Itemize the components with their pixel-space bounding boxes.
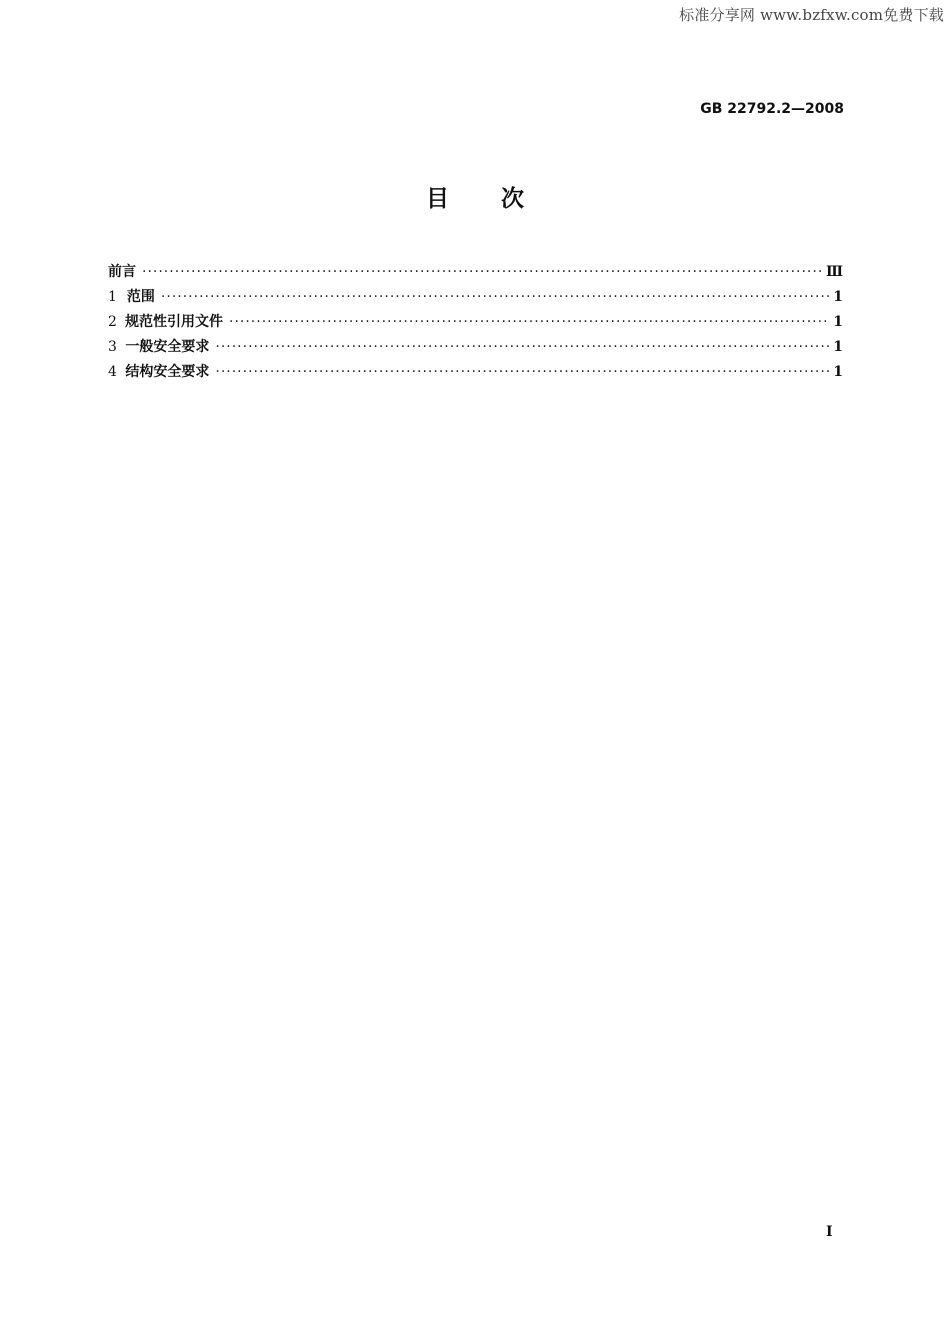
toc-entry-number: 4 xyxy=(108,364,117,380)
toc-entry-page: 1 xyxy=(833,364,843,380)
toc-leader-dots xyxy=(229,314,829,330)
toc-entry-label: 范围 xyxy=(126,289,155,305)
watermark-text: 标准分享网 www.bzfxw.com免费下载 xyxy=(679,6,944,24)
toc-entry-normative-references[interactable] xyxy=(108,311,843,336)
toc-title: 目次 xyxy=(426,186,576,212)
toc-entry-label: 规范性引用文件 xyxy=(125,314,223,330)
toc-entry-general-safety[interactable] xyxy=(108,336,843,361)
toc-entry-scope[interactable] xyxy=(108,286,843,311)
table-of-contents xyxy=(108,261,843,386)
standard-code: GB 22792.2—2008 xyxy=(700,101,844,117)
toc-entry-number: 3 xyxy=(108,339,117,355)
toc-entry-page: 1 xyxy=(833,289,843,305)
toc-entry-page: 1 xyxy=(833,314,843,330)
toc-leader-dots xyxy=(142,264,822,280)
toc-leader-dots xyxy=(161,289,829,305)
toc-entry-number: 1 xyxy=(108,289,117,305)
toc-entry-number: 2 xyxy=(108,314,117,330)
page-number: I xyxy=(826,1224,833,1240)
toc-entry-page: Ⅲ xyxy=(825,264,843,280)
toc-entry-structural-safety[interactable] xyxy=(108,361,843,386)
toc-leader-dots xyxy=(215,339,829,355)
toc-entry-foreword[interactable] xyxy=(108,261,843,286)
toc-entry-label: 结构安全要求 xyxy=(125,364,210,380)
toc-leader-dots xyxy=(215,364,829,380)
toc-entry-label: 前言 xyxy=(108,264,136,280)
toc-entry-label: 一般安全要求 xyxy=(125,339,210,355)
toc-entry-page: 1 xyxy=(833,339,843,355)
